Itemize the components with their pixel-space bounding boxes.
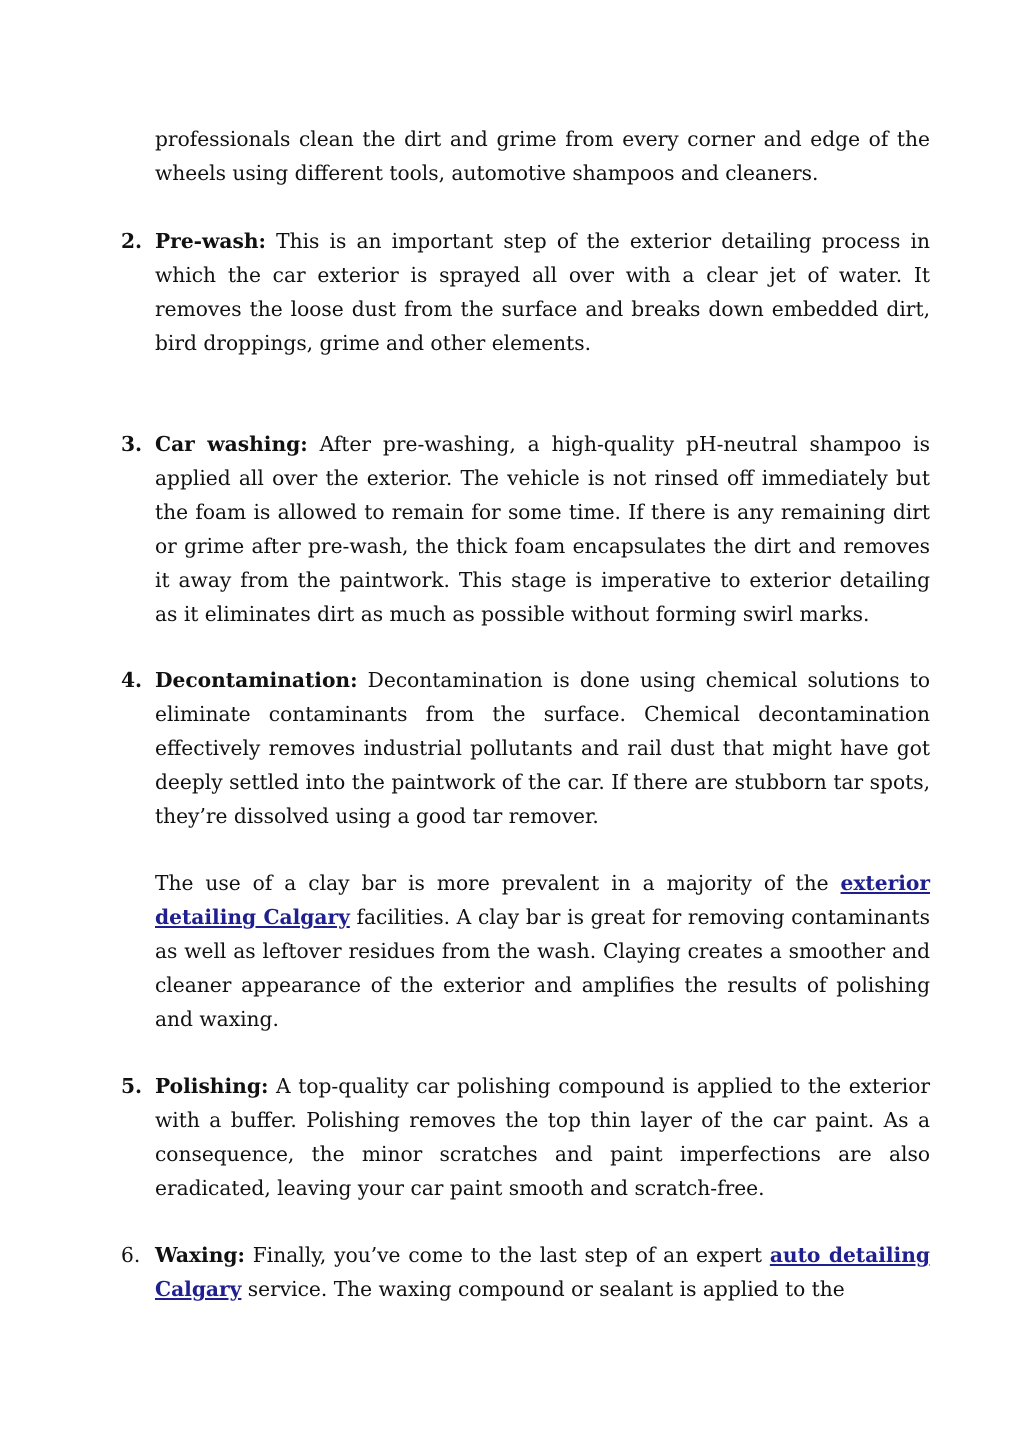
clay-bar-text-before: The use of a clay bar is more prevalent in a majority of the [155,871,841,895]
step-2-number: 2. [121,229,143,253]
step-5-paragraph [155,1069,930,1205]
step-4-number: 4. [121,668,143,692]
step-4-text: Decontamination is done using chemical solutions to eliminate contaminants from the surface. Chemical decontamination effectively removes industrial pollutants and rail dust that might have got deeply settled into the paintwork of the car. If there are stubborn tar spots, they’re dissolved using a good tar remover. [155,668,930,828]
step-3-paragraph [155,427,930,631]
exterior-detailing-link[interactable]: exterior detailing Calgary [155,871,930,929]
step-6-text-after: service. The waxing compound or sealant is applied to the [241,1277,845,1301]
step-4-paragraph [155,663,930,833]
auto-detailing-link[interactable]: auto detailing Calgary [155,1243,931,1301]
step-5-text: A top-quality car polishing compound is applied to the exterior with a buffer. Polishing removes the top thin layer of the car paint. As a consequence, the minor scratches and paint imperfections are also eradicated, leaving your car paint smooth and scratch-free. [155,1074,930,1200]
step-6-title: Waxing: [155,1243,245,1267]
step-6-number: 6. [121,1243,141,1267]
step-2-text: This is an important step of the exterior detailing process in which the car exterior is sprayed all over with a clear jet of water. It removes the loose dust from the surface and breaks down embedded dirt, bird droppings, grime and other elements. [155,229,930,355]
step-6-paragraph [155,1238,930,1306]
clay-bar-paragraph [155,866,930,1036]
step-3-text: After pre-washing, a high-quality pH-neutral shampoo is applied all over the exterior. The vehicle is not rinsed off immediately but the foam is allowed to remain for some time. If there is any remaining dirt or grime after pre-wash, the thick foam encapsulates the dirt and removes it away from the paintwork. This stage is imperative to exterior detailing as it eliminates dirt as much as possible without forming swirl marks. [155,432,930,626]
step-4-title: Decontamination: [155,668,358,692]
step-2-title: Pre-wash: [155,229,266,253]
step-5-number: 5. [121,1074,143,1098]
clay-bar-text-after: facilities. A clay bar is great for removing contaminants as well as leftover residues from the wash. Claying creates a smoother and cleaner appearance of the exterior and amplifies the results of polishing and waxing. [155,905,930,1031]
step-6-text-before: Finally, you’ve come to the last step of an expert [244,1243,770,1267]
step-3-number: 3. [121,432,143,456]
step-5-title: Polishing: [155,1074,269,1098]
step-2-paragraph [155,224,930,360]
intro-paragraph: professionals clean the dirt and grime from every corner and edge of the wheels using different tools, automotive shampoos and cleaners. [155,127,930,185]
step-3-title: Car washing: [155,432,308,456]
